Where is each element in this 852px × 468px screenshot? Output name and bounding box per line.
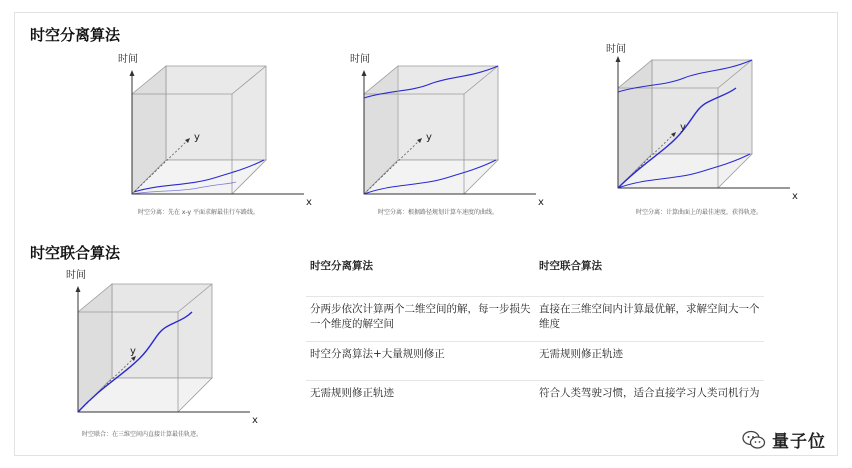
axis-label-x: x: [252, 415, 258, 426]
table-row: [306, 381, 764, 423]
table-header-row: [306, 254, 764, 297]
table-row: [306, 342, 764, 381]
table-cell: 无需规则修正轨迹: [539, 348, 623, 360]
table-cell: 时空分离算法+大量规则修正: [310, 348, 445, 360]
table-header-joint: 时空联合算法: [539, 260, 602, 272]
axis-label-y: y: [680, 122, 686, 133]
watermark: [742, 427, 826, 452]
diagram-separated-trajectory: [604, 42, 804, 202]
diagram-separated-speed-curve: [350, 48, 550, 218]
axis-label-x: x: [306, 197, 312, 208]
section-title-separated: 时空分离算法: [30, 26, 121, 44]
table-cell: 无需规则修正轨迹: [310, 387, 394, 399]
table-header-separated: 时空分离算法: [310, 260, 373, 272]
table-cell: 符合人类驾驶习惯，适合直接学习人类司机行为: [539, 387, 760, 399]
caption-diagram-3: 时空分离：计算曲面上的最佳速度，获得轨迹。: [636, 209, 763, 216]
axis-label-time: 时间: [66, 270, 86, 281]
axis-label-y: y: [130, 346, 136, 357]
axis-label-x: x: [538, 197, 544, 208]
section-title-joint: 时空联合算法: [30, 244, 121, 262]
caption-diagram-4: 时空联合：在三维空间内直接计算最佳轨迹。: [82, 431, 203, 438]
table-row: [306, 297, 764, 342]
table-cell: 分两步依次计算两个二维空间的解，每一步损失一个维度的解空间: [310, 303, 531, 330]
watermark-text: 量子位: [772, 432, 826, 452]
axis-label-time: 时间: [606, 44, 626, 55]
diagram-joint-trajectory: [62, 268, 267, 428]
axis-label-y: y: [194, 132, 200, 143]
comparison-table: [306, 254, 764, 423]
caption-diagram-1: 时空分离：先在 x-y 平面求解最佳行车路线。: [138, 209, 259, 216]
diagram-separated-xy-plane: [118, 48, 318, 218]
axis-label-time: 时间: [350, 54, 370, 65]
axis-label-x: x: [792, 191, 798, 202]
caption-diagram-2: 时空分离：根据路径规划计算车速度的曲线。: [378, 209, 499, 216]
axis-label-y: y: [426, 132, 432, 143]
axis-label-time: 时间: [118, 54, 138, 65]
wechat-icon: [742, 430, 766, 450]
table-cell: 直接在三维空间内计算最优解，求解空间大一个维度: [539, 303, 760, 330]
